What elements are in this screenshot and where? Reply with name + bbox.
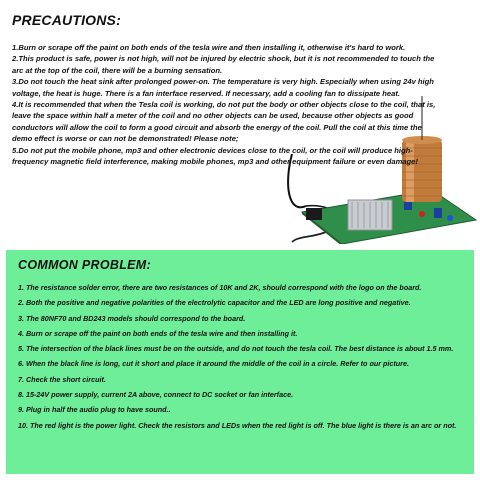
problem-item: 3. The 80NF70 and BD243 models should correspond to the board. — [18, 313, 246, 323]
common-problem-section — [6, 250, 474, 474]
common-problem-title: COMMON PROBLEM: — [18, 258, 151, 272]
common-problem-list — [18, 280, 468, 433]
problem-item: 10. The red light is the power light. Check the resistors and LEDs when the red light is off. The blue light is there is an arc or not. — [18, 420, 457, 430]
problem-item: 9. Plug in half the audio plug to have sound.. — [18, 405, 171, 415]
precautions-body — [12, 42, 436, 167]
precaution-item: 3.Do not touch the heat sink after prolonged power-on. The temperature is very high. Especially when using 24v high voltage, the heat is huge. There is a fan interface reserved. If necessary, add a cooling fan to dissipate heat. — [12, 77, 434, 98]
problem-item: 5. The intersection of the black lines must be on the outside, and do not touch the tesla coil. The best distance is about 1.5 mm. — [18, 344, 454, 354]
problem-item: 2. Both the positive and negative polarities of the electrolytic capacitor and the LED are long positive and negative. — [18, 298, 411, 308]
precaution-item: 5.Do not put the mobile phone, mp3 and other electronic devices close to the coil, or the coil will produce high-frequency magnetic field interference, making mobile phones, mp3 and other equipment failure or even damage! — [12, 145, 418, 167]
precaution-item: 1.Burn or scrape off the paint on both ends of the tesla wire and then installing it, otherwise it's hard to work. — [12, 43, 406, 52]
precaution-item: 4.It is recommended that when the Tesla coil is working, do not put the body or other objects close to the coil, that is, leave the space within half a meter of the coil and no other objects can be used, because other objects as good conductors will allow the coil to form a good circuit and absorb the energy of the coil. Pull the coil at this time the demo effect is worse or can not be demonstrated! Please note; — [12, 100, 436, 144]
problem-item: 6. When the black line is long, cut it short and place it around the middle of the coil in a circle. Refer to our picture. — [18, 359, 409, 369]
problem-item: 7. Check the short circuit. — [18, 374, 106, 384]
precautions-title: PRECAUTIONS: — [12, 12, 121, 28]
problem-item: 1. The resistance solder error, there are two resistances of 10K and 2K, should correspond with the logo on the board. — [18, 283, 422, 292]
problem-item: 4. Burn or scrape off the paint on both ends of the tesla wire and then installing it. — [18, 328, 298, 338]
precaution-item: 2.This product is safe, power is not high, will not be injured by electric shock, but it is not recommended to touch the arc at the top of the coil, there will be a burning sensation. — [12, 54, 435, 75]
problem-item: 8. 15-24V power supply, current 2A above, connect to DC socket or fan interface. — [18, 390, 294, 400]
